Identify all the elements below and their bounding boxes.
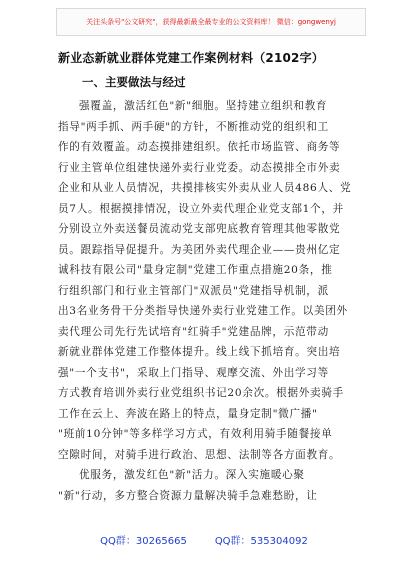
qq-group-2: QQ群：535304092 [214,535,308,547]
document-body [58,48,354,506]
text-line: 方式教育培训外卖行业党组织书记20余次。根据外卖骑手 [58,387,344,399]
text-line: 员。跟踪指导促提升。为美团外卖代理企业——贵州亿定 [58,243,341,256]
text-line: 工作在云上、奔波在路上的特点，量身定制"微广播" [58,407,318,420]
text-line: 强覆盖，激活红色"新"细胞。坚持建立组织和教育 [79,100,328,112]
paragraph-lines [58,96,354,506]
text-line: "新"行动，多方整合资源力量解决骑手急难愁盼，让 [58,489,318,502]
text-line: 诚科技有限公司"量身定制"党建工作重点措施20条，推 [58,264,333,276]
text-line: 指导"两手抓、两手硬"的方针，不断推动党的组织和工 [58,120,329,133]
text-line: 行业主管单位组建快递外卖行业党委。动态摸排全市外卖 [58,161,341,174]
promo-banner [56,8,366,36]
text-line: 空隙时间，对骑手进行政治、思想、法制等各方面教育。 [58,448,341,461]
text-line: 员7人。根据摸排情况，设立外卖代理企业党支部1个，并 [58,202,344,215]
section-heading: 一、主要做法与经过 [82,75,186,89]
text-line: 强"一个支书"，采取上门指导、观摩交流、外出学习等 [58,366,329,379]
text-line: 企业和从业人员情况，共摸排核实外卖从业人员486人、党 [58,182,352,194]
footer-bar [0,524,408,554]
document-title: 新业态新就业群体党建工作案例材料（2102字） [58,51,325,65]
qq-group-1: QQ群：30265665 [100,535,187,547]
text-line: "班前10分钟"等多样学习方式，有效利用骑手随餐接单 [58,428,333,440]
text-line: 行组织部门和行业主管部门"双派员"党建指导机制，派 [58,284,329,297]
promo-banner-text: 关注头条号"公文研究"，获得最新最全最专业的公文资料库！ 微信：gongwenyj [86,18,336,26]
text-line: 出3名业务骨干分类指导快递外卖行业党建工作。以美团外 [58,305,348,317]
text-line: 新就业群体党建工作整体提升。线上线下抓培育。突出培 [58,346,341,358]
text-line: 作的有效覆盖。动态摸排建组织。依托市场监管、商务等 [58,141,341,153]
text-line: 卖代理公司先行先试培育"红骑手"党建品牌，示范带动 [58,325,329,338]
text-line: 分别设立外卖送餐员流动党支部兜底教育管理其他零散党 [58,223,341,235]
text-line: 优服务，激发红色"新"活力。深入实施暖心聚 [79,469,305,481]
